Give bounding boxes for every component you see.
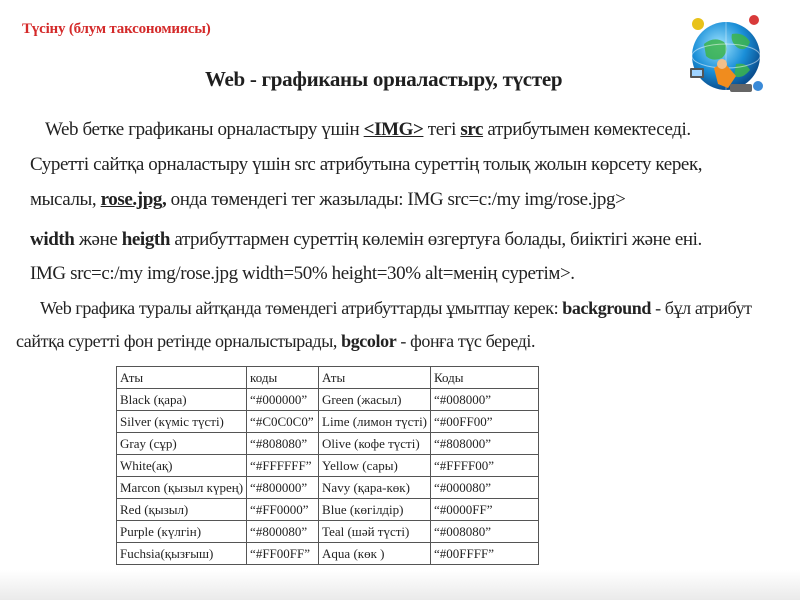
table-header-cell: Аты <box>117 367 247 389</box>
text-span: тегі <box>423 119 461 140</box>
slide-bottom-shadow <box>0 570 800 600</box>
table-cell: White(ақ) <box>117 455 247 477</box>
table-cell: Blue (көгілдір) <box>319 499 431 521</box>
img-tag-text: <IMG> <box>363 119 424 140</box>
table-cell: “#008080” <box>431 521 539 543</box>
background-attribute-text: background <box>562 298 652 318</box>
table-cell: Navy (қара-көк) <box>319 477 431 499</box>
table-cell: “#808080” <box>247 433 319 455</box>
table-cell: “#FFFFFF” <box>247 455 319 477</box>
paragraph-3 <box>30 188 625 211</box>
table-cell: Yellow (сары) <box>319 455 431 477</box>
text-span: сайтқа суретті фон ретінде орналыстырады, <box>16 331 342 351</box>
table-cell: “#FFFF00” <box>431 455 539 477</box>
width-attribute-text: width <box>30 229 75 250</box>
paragraph-1 <box>45 118 691 141</box>
bgcolor-attribute-text: bgcolor <box>341 331 397 351</box>
table-cell: “#800080” <box>247 521 319 543</box>
table-row <box>117 499 539 521</box>
text-span: Web графика туралы айтқанда төмендегі атрибуттарды ұмытпау керек: <box>40 298 563 318</box>
table-cell: “#0000FF” <box>431 499 539 521</box>
table-row <box>117 411 539 433</box>
table-cell: Fuchsia(қызғыш) <box>117 543 247 565</box>
table-header-cell: Коды <box>431 367 539 389</box>
paragraph-2 <box>30 153 702 176</box>
src-attribute-text: src <box>460 119 484 140</box>
table-row <box>117 433 539 455</box>
table-cell: “#00FFFF” <box>431 543 539 565</box>
text-span: Web бетке графиканы орналастыру үшін <box>45 119 364 140</box>
table-cell: “#000000” <box>247 389 319 411</box>
paragraph-4 <box>30 228 702 251</box>
table-cell: Gray (сұр) <box>117 433 247 455</box>
table-header-row <box>117 367 539 389</box>
table-cell: “#800000” <box>247 477 319 499</box>
table-cell: Lime (лимон түсті) <box>319 411 431 433</box>
text-span: онда төмендегі тег жазылады: IMG src=c:/my img/rose.jpg> <box>166 189 626 210</box>
table-cell: Aqua (көк ) <box>319 543 431 565</box>
table-cell: Red (қызыл) <box>117 499 247 521</box>
table-row <box>117 455 539 477</box>
text-span: және <box>74 229 122 250</box>
table-cell: “#008000” <box>431 389 539 411</box>
table-cell: Black (қара) <box>117 389 247 411</box>
table-header-cell: Аты <box>319 367 431 389</box>
table-header-cell: коды <box>247 367 319 389</box>
text-span: - фонға түс береді. <box>396 331 536 351</box>
table-cell: “#FF0000” <box>247 499 319 521</box>
table-cell: “#00FF00” <box>431 411 539 433</box>
table-cell: Olive (кофе түсті) <box>319 433 431 455</box>
table-cell: Silver (күміс түсті) <box>117 411 247 433</box>
table-cell: “#000080” <box>431 477 539 499</box>
slide-header-label: Түсіну (блум таксономиясы) <box>22 21 211 37</box>
text-span: атрибутымен көмектеседі. <box>483 119 691 140</box>
table-row <box>117 521 539 543</box>
text-span: IMG src=c:/my img/rose.jpg width=50% height=30% alt=менің суретім>. <box>30 263 575 284</box>
table-cell: “#FF00FF” <box>247 543 319 565</box>
table-cell: “#C0C0C0” <box>247 411 319 433</box>
table-row <box>117 389 539 411</box>
table-row <box>117 477 539 499</box>
table-row <box>117 543 539 565</box>
table-cell: Marcon (қызыл күрең) <box>117 477 247 499</box>
table-cell: “#808000” <box>431 433 539 455</box>
table-cell: Green (жасыл) <box>319 389 431 411</box>
paragraph-7 <box>16 330 535 353</box>
text-span: Суретті сайтқа орналастыру үшін src атрибутына суреттің толық жолын көрсету керек, <box>30 154 703 175</box>
color-codes-table <box>116 366 539 565</box>
rose-jpg-text: rose.jpg, <box>100 189 167 210</box>
paragraph-6 <box>40 297 752 320</box>
globe-computer-icon <box>684 6 766 106</box>
table-cell: Teal (шәй түсті) <box>319 521 431 543</box>
table-cell: Purple (күлгін) <box>117 521 247 543</box>
text-span: - бұл атрибут <box>651 298 752 318</box>
text-span: атрибуттармен суреттің көлемін өзгертуға болады, биіктігі және ені. <box>170 229 702 250</box>
height-attribute-text: heigth <box>121 229 171 250</box>
paragraph-5 <box>30 262 575 285</box>
text-span: мысалы, <box>30 189 101 210</box>
page-title: Web - графиканы орналастыру, түстер <box>205 67 563 91</box>
